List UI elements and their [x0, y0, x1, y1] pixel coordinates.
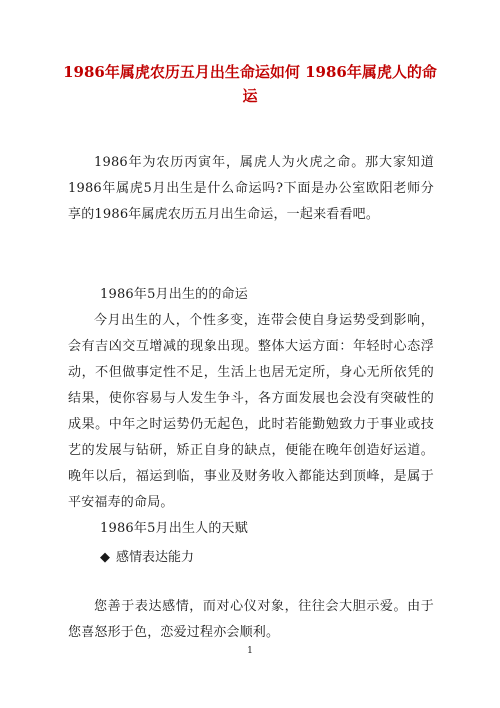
emotion-paragraph: 您善于表达感情，而对心仪对象，往往会大胆示爱。由于您喜怒形于色，恋爱过程亦会顺利。: [68, 599, 434, 640]
bullet-label: 感情表达能力: [116, 550, 195, 565]
section-heading-fate: 1986年5月出生的的命运: [100, 287, 248, 302]
document-title: 1986年属虎农历五月出生命运如何 1986年属虎人的命运: [63, 63, 437, 105]
fate-paragraph: 今月出生的人，个性多变，连带会使自身运势受到影响，会有吉凶交互增减的现象出现。整体大运方面：年轻时心态浮动，不但做事定性不足，生活上也居无定所，身心无所依凭的结果，使你容易与人发生争斗，各方面发展也会没有突破性的成果。中年之时运势仍无起色，此时若能勤勉致力于事业或技艺的发展与钻研，矫正自身的缺点，便能在晚年创造好运道。晚年以后，福运到临，事业及财务收入都能达到顶峰，是属于平安福寿的命局。: [68, 313, 434, 510]
intro-paragraph: 1986年为农历丙寅年，属虎人为火虎之命。那大家知道1986年属虎5月出生是什么命运吗?下面是办公室欧阳老师分享的1986年属虎农历五月出生命运，一起来看看吧。: [68, 155, 434, 222]
diamond-bullet-icon: ◆: [100, 550, 110, 565]
section-heading-talent: 1986年5月出生人的天赋: [100, 521, 248, 536]
page-number: 1: [247, 646, 253, 656]
bullet-item: [100, 545, 194, 571]
